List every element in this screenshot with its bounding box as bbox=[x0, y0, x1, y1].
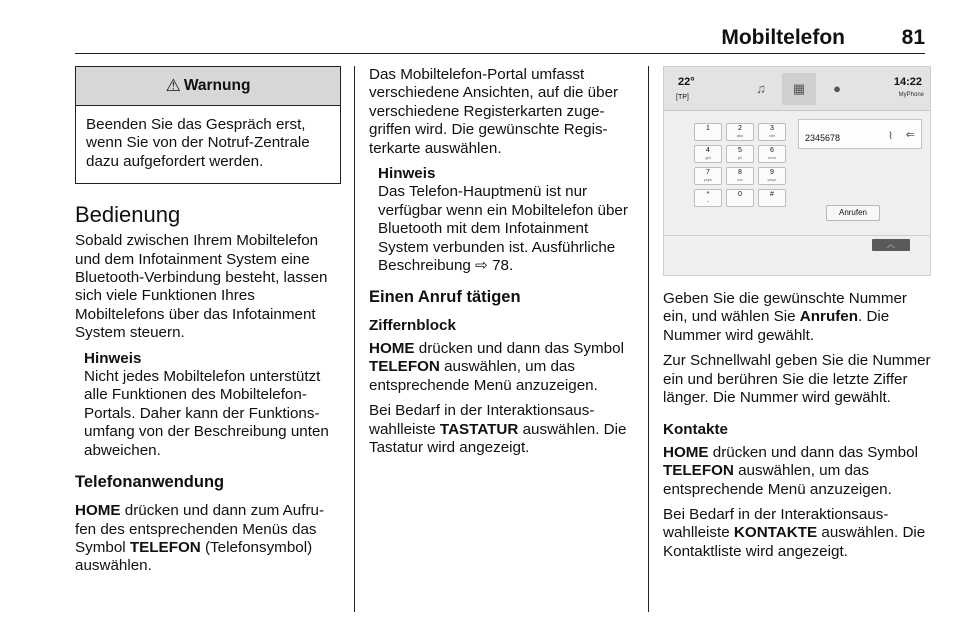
telefon-keyword: TELEFON bbox=[663, 462, 734, 480]
keypad-heading: Ziffernblock bbox=[369, 317, 456, 335]
key bbox=[726, 167, 754, 185]
contacts-paragraph-2 bbox=[663, 506, 931, 561]
telefon-keyword: TELEFON bbox=[369, 358, 440, 376]
key-letters: abc bbox=[736, 133, 744, 138]
dialed-number: 2345678 bbox=[805, 133, 841, 143]
key bbox=[726, 189, 754, 207]
key-digit: 9 bbox=[770, 169, 774, 176]
clock: 14:22 bbox=[893, 76, 922, 88]
text-run: Bei Bedarf in der Interaktionsaus-wahlleiste bbox=[663, 506, 889, 542]
note-1 bbox=[75, 350, 341, 460]
contacts-heading: Kontakte bbox=[663, 421, 728, 439]
music-note-icon: ♫ bbox=[756, 80, 766, 96]
text-run: drücken und dann das Symbol bbox=[708, 443, 918, 461]
text-run: auswählen, um das entsprechende Menü anzuzeigen. bbox=[663, 462, 892, 498]
text-run: (Telefonsymbol) auswählen. bbox=[75, 538, 313, 575]
key-digit: 7 bbox=[706, 169, 710, 176]
contacts-tab-icon: ● bbox=[833, 80, 841, 96]
key-letters: ghi bbox=[705, 155, 711, 160]
key-digit: 6 bbox=[770, 147, 774, 154]
page-title: Mobiltelefon bbox=[721, 26, 845, 49]
key bbox=[726, 123, 754, 141]
key bbox=[758, 167, 786, 185]
page-number: 81 bbox=[901, 26, 925, 49]
page-reference-icon: ⇨ bbox=[475, 257, 493, 275]
telefon-keyword: TELEFON bbox=[129, 538, 201, 556]
intro-paragraph: Sobald zwischen Ihrem Mobiltelefon und dem Infotainment System eine Bluetooth-Verbindung besteht, lassen sich viele Funktionen Ihres Mobiltelefons über das Infotainment System steuern. bbox=[75, 232, 328, 342]
note-2-label: Hinweis bbox=[378, 165, 436, 183]
temperature-readout: 22° bbox=[678, 76, 695, 88]
key-digit: 5 bbox=[738, 147, 742, 154]
warning-title: Warnung bbox=[183, 76, 251, 94]
text-run: Geben Sie die gewünschte Nummer ein, und wählen Sie bbox=[663, 290, 907, 326]
key-digit: 3 bbox=[770, 125, 774, 132]
speed-dial-paragraph: Zur Schnellwahl geben Sie die Nummer ein und berühren Sie die letzte Ziffer länger. Die Nummer wird gewählt. bbox=[663, 352, 931, 407]
key bbox=[694, 167, 722, 185]
anrufen-keyword: Anrufen bbox=[799, 308, 859, 326]
key bbox=[694, 145, 722, 163]
key-letters: wxyz bbox=[767, 177, 777, 182]
section-title-bedienung: Bedienung bbox=[75, 202, 181, 228]
dial-paragraph bbox=[663, 290, 931, 345]
keypad-tab-icon: ▦ bbox=[782, 73, 816, 105]
kontakte-keyword: KONTAKTE bbox=[733, 524, 818, 542]
warning-header bbox=[76, 67, 340, 106]
keypad-paragraph-1 bbox=[369, 340, 635, 395]
key-letters: def bbox=[769, 133, 775, 138]
note-1-text: Nicht jedes Mobiltelefon unterstützt alle Funktionen des Mobiltelefon-Portals. Daher kann der Funktions-umfang von der Beschreibung unten abweichen. bbox=[84, 368, 329, 459]
chevron-up-icon: ︿ bbox=[872, 239, 910, 251]
column-divider-2 bbox=[648, 66, 649, 612]
key-digit: 0 bbox=[738, 191, 742, 198]
subsection-title-telefonanwendung: Telefonanwendung bbox=[75, 473, 225, 492]
key-letters: tuv bbox=[737, 177, 743, 182]
key-digit: * bbox=[706, 191, 710, 198]
key bbox=[758, 123, 786, 141]
keypad-paragraph-2 bbox=[369, 402, 635, 457]
subsection-title-anruf: Einen Anruf tätigen bbox=[369, 288, 521, 307]
network-name: MyPhone bbox=[898, 92, 924, 98]
note-2-text: Das Telefon-Hauptmenü ist nur verfügbar wenn ein Mobiltelefon über Bluetooth mit dem Infotainment System verbunden ist. Ausführliche Beschreibung bbox=[378, 183, 628, 275]
text-run: Bei Bedarf in der Interaktionsaus-wahlleiste bbox=[369, 402, 595, 438]
header-rule bbox=[75, 53, 925, 54]
home-keyword: HOME bbox=[663, 443, 709, 461]
text-run: . Die Nummer wird gewählt. bbox=[663, 308, 890, 344]
key bbox=[758, 189, 786, 207]
backspace-icon: ⇐ bbox=[905, 129, 915, 141]
home-keyword: HOME bbox=[369, 339, 415, 357]
voicemail-icon: ⌇ bbox=[888, 131, 893, 142]
note-2 bbox=[369, 165, 635, 275]
column-2 bbox=[369, 66, 635, 464]
warning-box bbox=[75, 66, 341, 184]
key-digit: # bbox=[770, 191, 774, 198]
tastatur-keyword: TASTATUR bbox=[439, 420, 519, 438]
text-run: auswählen. Die Tastatur wird angezeigt. bbox=[369, 420, 627, 456]
text-run: auswählen. Die Kontaktliste wird angezeigt. bbox=[663, 524, 926, 560]
key-digit: 2 bbox=[738, 125, 742, 132]
screen-divider bbox=[664, 235, 931, 236]
text-run: drücken und dann das Symbol bbox=[414, 339, 624, 357]
key-letters: mno bbox=[768, 155, 776, 160]
column-1 bbox=[75, 66, 341, 583]
dialed-number-field bbox=[798, 119, 922, 149]
key-digit: 1 bbox=[706, 125, 710, 132]
keypad bbox=[694, 123, 792, 207]
warning-text: Beenden Sie das Gespräch erst, wenn Sie von der Notruf-Zentrale dazu aufgefordert werden. bbox=[86, 116, 310, 170]
contacts-paragraph-1 bbox=[663, 444, 931, 499]
text-run: drücken und dann zum Aufru-fen des entsprechenden Menüs das Symbol bbox=[75, 502, 325, 556]
key bbox=[694, 189, 722, 207]
key bbox=[726, 145, 754, 163]
key-letters: pqrs bbox=[704, 177, 712, 182]
warning-triangle-icon: ⚠ bbox=[165, 75, 181, 95]
key-digit: 8 bbox=[738, 169, 742, 176]
screen-status-bar bbox=[664, 67, 931, 111]
call-button: Anrufen bbox=[826, 205, 880, 221]
column-3 bbox=[663, 66, 931, 568]
key bbox=[758, 145, 786, 163]
key bbox=[694, 123, 722, 141]
note-1-label: Hinweis bbox=[84, 349, 142, 367]
infotainment-screenshot bbox=[663, 66, 931, 276]
key-digit: 4 bbox=[706, 147, 710, 154]
portal-paragraph: Das Mobiltelefon-Portal umfasst verschiedene Ansichten, auf die über verschiedene Registerkarten zuge-griffen wird. Die gewünschte Regis-terkarte auswählen. bbox=[369, 66, 619, 157]
column-divider-1 bbox=[354, 66, 355, 612]
note-2-reference: 78. bbox=[492, 257, 514, 275]
telefonanwendung-paragraph bbox=[75, 502, 341, 576]
text-run: auswählen, um das entsprechende Menü anzuzeigen. bbox=[369, 358, 598, 394]
tp-indicator: [TP] bbox=[676, 94, 689, 101]
key-letters: jkl bbox=[738, 155, 742, 160]
home-keyword: HOME bbox=[75, 502, 121, 520]
page-header bbox=[0, 22, 960, 62]
key-letters: + bbox=[706, 199, 710, 204]
